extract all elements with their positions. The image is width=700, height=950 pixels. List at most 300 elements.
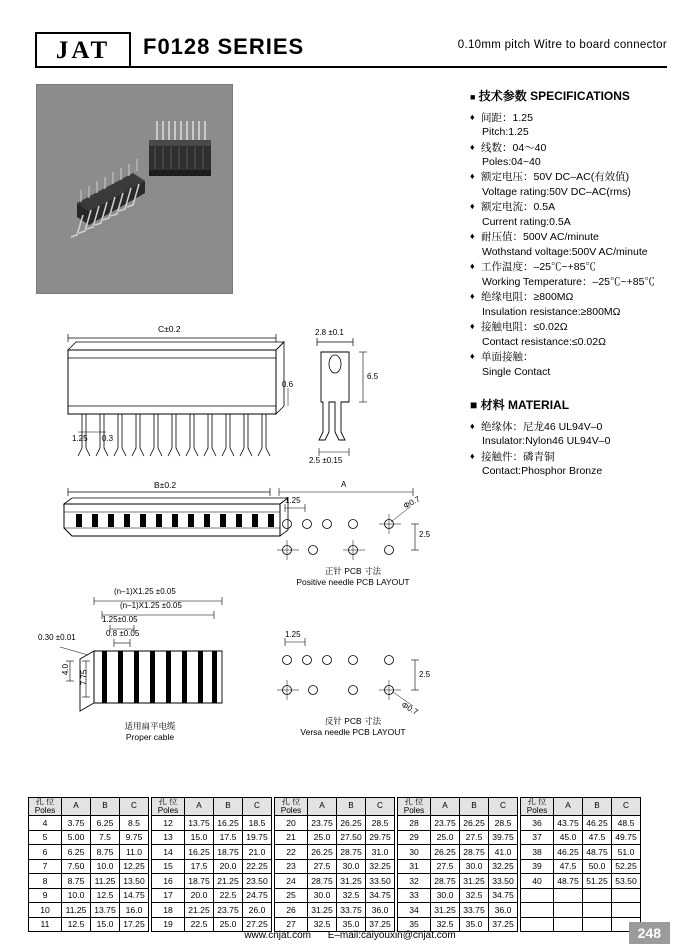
cell-b: 6.25 — [91, 816, 120, 831]
table-row — [29, 816, 149, 831]
spec-cn: 绝缘电阻：≥800MΩ — [481, 291, 574, 304]
spec-en: Wothstand voltage:500V AC/minute — [482, 245, 648, 258]
cell-a: 30.0 — [308, 888, 337, 903]
table-row — [521, 874, 641, 889]
table-row — [398, 874, 518, 889]
cable-drawing — [40, 585, 260, 745]
table-row — [29, 830, 149, 845]
header-b: B — [91, 798, 120, 816]
cell-poles: 30 — [398, 845, 431, 860]
cell-poles: 28 — [398, 816, 431, 831]
cell-a: 23.75 — [431, 816, 460, 831]
header-poles-en: Poles — [280, 805, 302, 815]
diamond-bullet-icon: ♦ — [470, 420, 475, 431]
header-poles — [152, 798, 185, 816]
cell-b: 33.75 — [460, 903, 489, 918]
page-title: F0128 SERIES — [143, 34, 305, 59]
website-link[interactable]: www.cnjat.com — [244, 930, 312, 941]
cell-b: 30.0 — [337, 859, 366, 874]
spec-cn: 工作温度：–25℃~+85℃ — [481, 261, 596, 274]
header-a: A — [554, 798, 583, 816]
cell-a: 31.25 — [308, 903, 337, 918]
dimension-table-group — [151, 797, 272, 932]
table-header-row — [152, 798, 272, 816]
cell-b: 28.75 — [337, 845, 366, 860]
cell-c: 41.0 — [489, 845, 518, 860]
cell-c: 27.25 — [243, 917, 272, 932]
header-b: B — [337, 798, 366, 816]
cell-poles: 40 — [521, 874, 554, 889]
product-photo — [36, 84, 233, 294]
table-row — [398, 845, 518, 860]
dim-label-a: A — [341, 480, 347, 489]
header-poles-cn: 孔 位 — [158, 797, 178, 806]
cell-c: 28.5 — [489, 816, 518, 831]
cell-c: 13.50 — [120, 874, 149, 889]
brand-logo — [35, 32, 131, 68]
specifications-heading — [470, 88, 685, 105]
cell-a: 7.50 — [62, 859, 91, 874]
spec-en: Pitch:1.25 — [482, 126, 529, 139]
diamond-bullet-icon: ♦ — [470, 261, 475, 272]
material-heading-cn: 材料 — [480, 398, 505, 413]
table-row — [152, 874, 272, 889]
dim-label-25: 2.5 — [419, 670, 431, 679]
spec-en: Working Temperature：–25℃~+85℃ — [482, 275, 655, 288]
cell-a — [554, 888, 583, 903]
cell-c: 19.75 — [243, 830, 272, 845]
material-en: Contact:Phosphor Bronze — [482, 465, 603, 478]
header-divider — [35, 66, 667, 68]
dim-label-hole-dia: Φ0.7 — [399, 700, 420, 717]
dimension-table-group — [520, 797, 641, 932]
header-poles-cn: 孔 位 — [527, 797, 547, 806]
dimension-table-group — [397, 797, 518, 932]
spec-cn: 耐压值：500V AC/minute — [481, 231, 599, 244]
cell-poles: 9 — [29, 888, 62, 903]
cell-b: 26.25 — [460, 816, 489, 831]
cell-a: 32.5 — [308, 917, 337, 932]
spec-cn: 线数：04～40 — [481, 141, 547, 154]
contact-detail-drawing — [305, 328, 415, 468]
cell-c — [612, 888, 641, 903]
dim-label-thickness: 0.30 ±0.01 — [38, 633, 76, 642]
table-row — [29, 845, 149, 860]
cell-b: 20.0 — [214, 859, 243, 874]
cell-a: 5.00 — [62, 830, 91, 845]
dim-label-25: 2.5 — [419, 530, 431, 539]
cell-poles: 14 — [152, 845, 185, 860]
cell-a: 30.0 — [431, 888, 460, 903]
dim-label-40: 4.0 — [61, 663, 71, 676]
cell-c: 22.25 — [243, 859, 272, 874]
diamond-bullet-icon: ♦ — [470, 231, 475, 242]
cell-b: 33.75 — [337, 903, 366, 918]
table-row — [275, 874, 395, 889]
header-c: C — [489, 798, 518, 816]
cell-a: 12.5 — [62, 917, 91, 932]
cell-a: 32.5 — [431, 917, 460, 932]
cell-c: 16.0 — [120, 903, 149, 918]
diamond-bullet-icon: ♦ — [470, 141, 475, 152]
cell-c: 32.25 — [489, 859, 518, 874]
dim-label-base: 2.5 ±0.15 — [309, 456, 343, 465]
dim-label-width: 2.8 ±0.1 — [315, 328, 344, 337]
spec-en: Current rating:0.5A — [482, 215, 571, 228]
cell-b: 7.5 — [91, 830, 120, 845]
spec-en: Contact resistance:≤0.02Ω — [482, 335, 606, 348]
cell-c: 14.75 — [120, 888, 149, 903]
bullet-square-icon: ■ — [470, 92, 476, 102]
cell-c: 12.25 — [120, 859, 149, 874]
header-b: B — [583, 798, 612, 816]
table-row — [521, 816, 641, 831]
cell-c: 11.0 — [120, 845, 149, 860]
cell-c: 21.0 — [243, 845, 272, 860]
table-row — [29, 903, 149, 918]
header-c: C — [120, 798, 149, 816]
cell-b: 32.5 — [337, 888, 366, 903]
header-subtitle: 0.10mm pitch Witre to board connector — [457, 39, 667, 51]
table-row — [521, 845, 641, 860]
dim-label-hole-dia: Φ0.7 — [401, 494, 422, 511]
table-row — [398, 903, 518, 918]
page-number: 248 — [629, 922, 670, 944]
cell-poles: 25 — [275, 888, 308, 903]
cell-a: 21.25 — [185, 903, 214, 918]
cell-poles: 16 — [152, 874, 185, 889]
table-row — [398, 859, 518, 874]
material-en: Insulator:Nylon46 UL94V–0 — [482, 435, 611, 448]
table-header-row — [521, 798, 641, 816]
cell-poles: 21 — [275, 830, 308, 845]
header-b: B — [460, 798, 489, 816]
cell-b: 10.0 — [91, 859, 120, 874]
cell-c: 8.5 — [120, 816, 149, 831]
cell-b: 22.5 — [214, 888, 243, 903]
cell-poles: 33 — [398, 888, 431, 903]
header-poles-cn: 孔 位 — [281, 797, 301, 806]
table-row — [398, 830, 518, 845]
cell-b: 31.25 — [460, 874, 489, 889]
cell-b: 13.75 — [91, 903, 120, 918]
dim-label-pitch-1: 1.25±0.05 — [102, 615, 138, 624]
cell-poles: 31 — [398, 859, 431, 874]
dimension-tables — [28, 797, 668, 932]
cell-a: 10.0 — [62, 888, 91, 903]
cell-c: 53.50 — [612, 874, 641, 889]
table-row — [521, 903, 641, 918]
cell-a: 26.25 — [308, 845, 337, 860]
table-row — [152, 888, 272, 903]
cell-c: 28.5 — [366, 816, 395, 831]
cell-a: 27.5 — [431, 859, 460, 874]
cell-poles: 18 — [152, 903, 185, 918]
specifications-block — [470, 88, 685, 480]
positive-pcb-layout-drawing — [265, 480, 435, 588]
header-c: C — [243, 798, 272, 816]
dim-label-pitch-2: 0.8 ±0.05 — [106, 629, 140, 638]
cell-c: 18.5 — [243, 816, 272, 831]
cell-poles — [521, 903, 554, 918]
dim-label-03: 0.3 — [102, 434, 114, 443]
table-row — [398, 816, 518, 831]
spec-item — [470, 320, 685, 349]
diamond-bullet-icon: ♦ — [470, 321, 475, 332]
dim-label-c: C±0.2 — [158, 324, 181, 334]
cell-a: 47.5 — [554, 859, 583, 874]
cell-b: 30.0 — [460, 859, 489, 874]
dim-label-n-pitch-2: (n–1)X1.25 ±0.05 — [120, 601, 182, 610]
cell-c: 36.0 — [366, 903, 395, 918]
dim-label-pitch: 1.25 — [285, 630, 301, 639]
diamond-bullet-icon: ♦ — [470, 291, 475, 302]
cell-poles: 23 — [275, 859, 308, 874]
positive-layout-caption — [283, 566, 423, 588]
cell-b: 11.25 — [91, 874, 120, 889]
specifications-heading-en: SPECIFICATIONS — [530, 89, 630, 103]
table-row — [152, 903, 272, 918]
cell-a: 23.75 — [308, 816, 337, 831]
table-row — [152, 816, 272, 831]
table-row — [275, 816, 395, 831]
cell-b: 35.0 — [460, 917, 489, 932]
cell-poles: 22 — [275, 845, 308, 860]
cell-b: 50.0 — [583, 859, 612, 874]
spec-cn: 额定电流：0.5A — [481, 201, 556, 214]
cell-b: 31.25 — [337, 874, 366, 889]
cell-a: 28.75 — [308, 874, 337, 889]
table-row — [521, 830, 641, 845]
dim-label-125: 1.25 — [72, 434, 88, 443]
cable-caption — [80, 721, 220, 743]
spec-en: Insulation resistance:≥800MΩ — [482, 305, 621, 318]
brand-logo-text: JAT — [55, 36, 111, 64]
material-cn: 接触件：磷青铜 — [481, 450, 555, 463]
dim-label-775: 7.75 — [79, 669, 89, 686]
cell-poles: 38 — [521, 845, 554, 860]
cell-a: 16.25 — [185, 845, 214, 860]
cell-poles: 26 — [275, 903, 308, 918]
caption-en: Proper cable — [125, 732, 175, 743]
header-a: A — [185, 798, 214, 816]
dim-label-b: B±0.2 — [154, 480, 177, 490]
page-header — [35, 32, 667, 66]
table-row — [152, 830, 272, 845]
cell-a: 6.25 — [62, 845, 91, 860]
cell-poles: 7 — [29, 859, 62, 874]
cell-a: 13.75 — [185, 816, 214, 831]
diamond-bullet-icon: ♦ — [470, 171, 475, 182]
cell-b: 12.5 — [91, 888, 120, 903]
header-a: A — [431, 798, 460, 816]
cell-b — [583, 888, 612, 903]
cell-poles: 36 — [521, 816, 554, 831]
spec-item — [470, 200, 685, 229]
cell-poles: 34 — [398, 903, 431, 918]
diamond-bullet-icon: ♦ — [470, 450, 475, 461]
caption-en: Versa needle PCB LAYOUT — [300, 727, 406, 738]
dim-label-n-pitch-1: (n–1)X1.25 ±0.05 — [114, 587, 176, 596]
spec-item — [470, 290, 685, 319]
spec-item — [470, 170, 685, 199]
cell-b: 25.0 — [214, 917, 243, 932]
cell-a: 25.0 — [431, 830, 460, 845]
spec-item — [470, 350, 685, 379]
cell-b: 27.50 — [337, 830, 366, 845]
cell-b: 28.75 — [460, 845, 489, 860]
cell-a: 15.0 — [185, 830, 214, 845]
cell-b — [583, 903, 612, 918]
cell-a: 11.25 — [62, 903, 91, 918]
cell-poles: 29 — [398, 830, 431, 845]
header-poles-cn: 孔 位 — [404, 797, 424, 806]
cell-c: 23.50 — [243, 874, 272, 889]
spec-cn: 额定电压：50V DC–AC(有效值) — [481, 171, 630, 184]
table-row — [29, 859, 149, 874]
page-footer — [0, 930, 700, 941]
header-c: C — [366, 798, 395, 816]
table-row — [275, 903, 395, 918]
material-item — [470, 450, 685, 479]
table-row — [398, 888, 518, 903]
cell-b: 26.25 — [337, 816, 366, 831]
cell-a: 8.75 — [62, 874, 91, 889]
cell-a: 20.0 — [185, 888, 214, 903]
cell-b: 23.75 — [214, 903, 243, 918]
table-row — [275, 859, 395, 874]
material-heading — [470, 397, 685, 414]
table-header-row — [398, 798, 518, 816]
cell-poles: 19 — [152, 917, 185, 932]
header-poles-en: Poles — [157, 805, 179, 815]
cell-b: 27.5 — [460, 830, 489, 845]
diamond-bullet-icon: ♦ — [470, 351, 475, 362]
material-heading-en: MATERIAL — [507, 398, 570, 413]
cell-poles: 15 — [152, 859, 185, 874]
table-row — [152, 845, 272, 860]
spec-en: Single Contact — [482, 365, 551, 378]
cell-b: 18.75 — [214, 845, 243, 860]
cell-a: 46.25 — [554, 845, 583, 860]
table-row — [275, 830, 395, 845]
table-row — [521, 888, 641, 903]
cell-b: 16.25 — [214, 816, 243, 831]
material-item — [470, 420, 685, 449]
cell-poles: 13 — [152, 830, 185, 845]
header-a: A — [308, 798, 337, 816]
cell-poles: 27 — [275, 917, 308, 932]
caption-en: Positive needle PCB LAYOUT — [296, 577, 410, 588]
table-row — [521, 859, 641, 874]
table-row — [29, 874, 149, 889]
cell-c: 32.25 — [366, 859, 395, 874]
cell-c: 34.75 — [366, 888, 395, 903]
cell-b: 21.25 — [214, 874, 243, 889]
dimension-table-group — [274, 797, 395, 932]
cell-a: 26.25 — [431, 845, 460, 860]
table-row — [29, 888, 149, 903]
spec-item — [470, 111, 685, 140]
cell-a: 3.75 — [62, 816, 91, 831]
cell-b: 46.25 — [583, 816, 612, 831]
email-link[interactable]: E–mail:caiyouxin@cnjat.com — [327, 930, 456, 941]
cell-b: 48.75 — [583, 845, 612, 860]
versa-layout-caption — [283, 716, 423, 738]
caption-cn: 反针 PCB 寸法 — [324, 716, 382, 726]
cell-c: 49.75 — [612, 830, 641, 845]
cell-a: 18.75 — [185, 874, 214, 889]
cell-c: 37.25 — [489, 917, 518, 932]
cell-c: 36.0 — [489, 903, 518, 918]
cell-c: 9.75 — [120, 830, 149, 845]
table-header-row — [275, 798, 395, 816]
header-poles — [521, 798, 554, 816]
cell-a: 17.5 — [185, 859, 214, 874]
cell-a: 27.5 — [308, 859, 337, 874]
cell-c: 39.75 — [489, 830, 518, 845]
cell-c: 37.25 — [366, 917, 395, 932]
cell-c — [612, 903, 641, 918]
cell-b: 51.25 — [583, 874, 612, 889]
dim-label-height: 6.5 — [367, 372, 379, 381]
cell-poles: 17 — [152, 888, 185, 903]
cell-c: 31.0 — [366, 845, 395, 860]
cell-a: 25.0 — [308, 830, 337, 845]
spec-cn: 接触电阻：≤0.02Ω — [481, 321, 568, 334]
cell-c: 34.75 — [489, 888, 518, 903]
caption-cn: 适用扁平电缆 — [124, 721, 176, 731]
cell-c: 24.75 — [243, 888, 272, 903]
spec-item — [470, 230, 685, 259]
cell-poles: 10 — [29, 903, 62, 918]
spec-item — [470, 260, 685, 289]
cell-poles: 4 — [29, 816, 62, 831]
header-poles — [29, 798, 62, 816]
versa-pcb-layout-drawing — [265, 620, 435, 738]
cell-b: 15.0 — [91, 917, 120, 932]
cell-c: 33.50 — [489, 874, 518, 889]
cell-c: 17.25 — [120, 917, 149, 932]
side-view-drawing — [50, 478, 300, 568]
top-view-drawing — [50, 324, 300, 468]
specifications-heading-cn: 技术参数 — [478, 89, 527, 103]
cell-poles: 6 — [29, 845, 62, 860]
cell-c: 29.75 — [366, 830, 395, 845]
cell-b: 47.5 — [583, 830, 612, 845]
cell-b: 8.75 — [91, 845, 120, 860]
cell-a: 28.75 — [431, 874, 460, 889]
cell-a: 31.25 — [431, 903, 460, 918]
dim-label-pitch: 1.25 — [285, 496, 301, 505]
spec-item — [470, 141, 685, 170]
cell-c: 26.0 — [243, 903, 272, 918]
cell-a — [554, 903, 583, 918]
table-header-row — [29, 798, 149, 816]
spec-en: Voltage rating:50V DC–AC(rms) — [482, 185, 631, 198]
caption-cn: 正针 PCB 寸法 — [324, 566, 382, 576]
cell-b: 32.5 — [460, 888, 489, 903]
header-poles — [275, 798, 308, 816]
dimension-table-group — [28, 797, 149, 932]
table-row — [275, 888, 395, 903]
cell-poles: 35 — [398, 917, 431, 932]
cell-poles: 20 — [275, 816, 308, 831]
cell-poles: 32 — [398, 874, 431, 889]
dim-label-06: 0.6 — [282, 380, 294, 389]
cell-poles: 12 — [152, 816, 185, 831]
cell-a: 22.5 — [185, 917, 214, 932]
